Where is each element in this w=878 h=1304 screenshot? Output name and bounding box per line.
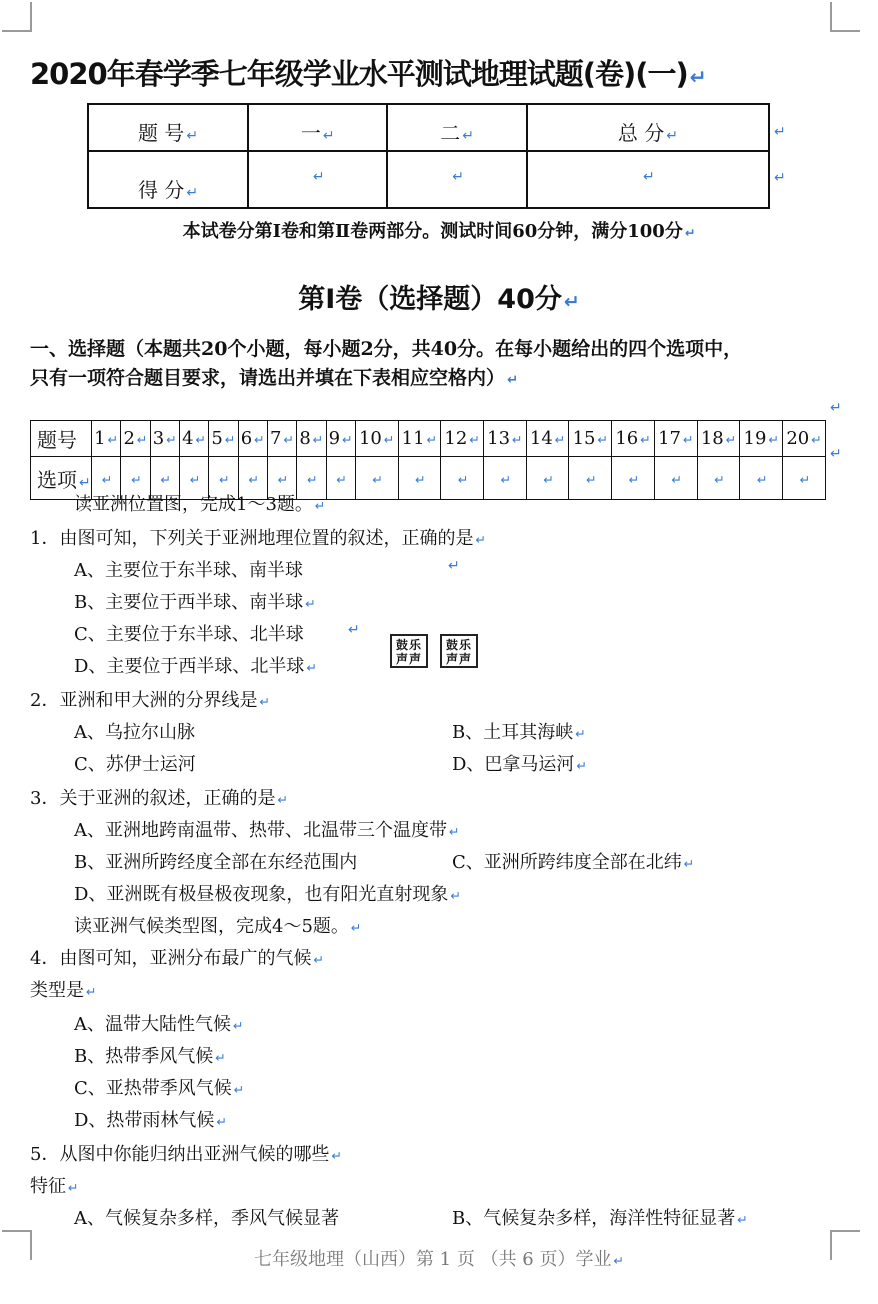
reading-prompt-2: 读亚洲气候类型图，完成4～5题。 ↵ xyxy=(74,916,362,937)
answer-number-cell: 15 ↵ xyxy=(569,421,612,457)
section-heading: 一、选择题（本题共20个小题，每小题2分，共40分。在每小题给出的四个选项中， xyxy=(30,338,743,360)
answer-option-cell[interactable] xyxy=(612,457,655,500)
question-3-option-d: D、亚洲既有极昼极夜现象，也有阳光直射现象 ↵ xyxy=(74,884,461,905)
answer-number-cell: 5 ↵ xyxy=(209,421,238,457)
paragraph-mark-icon: ↵ xyxy=(448,558,460,574)
question-5-stem-cont: 特征 ↵ xyxy=(30,1176,79,1197)
answer-option-cell[interactable] xyxy=(441,457,484,500)
paragraph-mark-icon: ↵ xyxy=(372,471,383,487)
paragraph-mark-icon: ↵ xyxy=(714,471,725,487)
crop-mark-top-right xyxy=(830,2,860,32)
question-2-option-d: D、巴拿马运河 ↵ xyxy=(452,754,587,775)
exam-instructions: 本试卷分第Ⅰ卷和第Ⅱ卷两部分。测试时间60分钟，满分100分 ↵ xyxy=(182,221,696,242)
answer-option-cell[interactable] xyxy=(740,457,783,500)
answer-number-cell: 11 ↵ xyxy=(398,421,441,457)
paragraph-mark-icon: ↵ xyxy=(136,432,148,447)
answer-number-cell: 1 ↵ xyxy=(92,421,121,457)
answer-number-row xyxy=(31,421,826,457)
answer-number-cell: 6 ↵ xyxy=(238,421,267,457)
answer-number-cell: 8 ↵ xyxy=(297,421,326,457)
paragraph-mark-icon: ↵ xyxy=(426,432,438,447)
paragraph-mark-icon: ↵ xyxy=(725,432,737,447)
paragraph-mark-icon: ↵ xyxy=(248,471,259,487)
paragraph-mark-icon: ↵ xyxy=(512,432,523,447)
score-input-total[interactable]: ↵ xyxy=(527,151,769,208)
paragraph-mark-icon: ↵ xyxy=(342,432,353,447)
answer-option-cell[interactable] xyxy=(569,457,612,500)
paragraph-mark-icon: ↵ xyxy=(774,170,786,186)
paragraph-mark-icon: ↵ xyxy=(131,471,142,487)
paragraph-mark-icon: ↵ xyxy=(195,432,207,447)
score-table-score-row xyxy=(88,151,769,208)
question-5-option-b: B、气候复杂多样，海洋性特征显著 ↵ xyxy=(452,1208,748,1229)
answer-number-cell: 7 ↵ xyxy=(267,421,296,457)
answer-number-cell: 16 ↵ xyxy=(612,421,655,457)
answer-number-cell: 9 ↵ xyxy=(326,421,355,457)
paragraph-mark-icon: ↵ xyxy=(500,471,512,487)
paragraph-mark-icon: ↵ xyxy=(307,471,318,487)
page-footer: 七年级地理（山西）第 1 页 （共 6 页）学业 ↵ xyxy=(253,1249,625,1270)
answer-option-cell[interactable] xyxy=(398,457,441,500)
paragraph-mark-icon: ↵ xyxy=(774,124,786,140)
answer-option-cell[interactable] xyxy=(697,457,740,500)
question-4-option-c: C、亚热带季风气候 ↵ xyxy=(74,1078,245,1099)
crop-mark-top-left xyxy=(2,2,32,32)
answer-option-cell[interactable] xyxy=(526,457,569,500)
paragraph-mark-icon: ↵ xyxy=(383,432,395,447)
paragraph-mark-icon: ↵ xyxy=(757,471,768,487)
paragraph-mark-icon: ↵ xyxy=(254,432,265,447)
paragraph-mark-icon: ↵ xyxy=(224,432,236,447)
question-2-option-a: A、乌拉尔山脉 xyxy=(74,722,195,743)
question-4-option-d: D、热带雨林气候 ↵ xyxy=(74,1110,227,1131)
paragraph-mark-icon: ↵ xyxy=(689,65,706,89)
question-3-stem: 3．关于亚洲的叙述，正确的是 ↵ xyxy=(30,788,289,809)
question-2-option-c: C、苏伊士运河 xyxy=(74,754,196,775)
question-3-option-b: B、亚洲所跨经度全部在东经范围内 xyxy=(74,852,358,873)
question-2-option-b: B、土耳其海峡 ↵ xyxy=(452,722,586,743)
paragraph-mark-icon: ↵ xyxy=(457,471,469,487)
answer-number-cell: 2 ↵ xyxy=(121,421,150,457)
question-4-option-b: B、热带季风气候 ↵ xyxy=(74,1046,226,1067)
volume-title: 第Ⅰ卷（选择题）40分 ↵ xyxy=(298,284,580,315)
paragraph-mark-icon: ↵ xyxy=(768,432,780,447)
answer-option-cell[interactable] xyxy=(326,457,355,500)
reading-prompt-1: 读亚洲位置图，完成1～3题。 ↵ xyxy=(74,494,326,515)
paragraph-mark-icon: ↵ xyxy=(101,471,113,487)
paragraph-mark-icon: ↵ xyxy=(628,471,640,487)
paragraph-mark-icon: ↵ xyxy=(671,471,683,487)
paragraph-mark-icon: ↵ xyxy=(830,400,842,416)
answer-table xyxy=(30,420,826,500)
paragraph-mark-icon: ↵ xyxy=(543,471,554,487)
answer-row-label-option: 选项 ↵ xyxy=(31,457,92,500)
paragraph-mark-icon: ↵ xyxy=(107,432,119,447)
paragraph-mark-icon: ↵ xyxy=(811,432,822,447)
paragraph-mark-icon: ↵ xyxy=(554,432,566,447)
paragraph-mark-icon: ↵ xyxy=(469,432,480,447)
question-1-option-a: A、主要位于东半球、南半球 xyxy=(74,560,303,581)
stamp-seal: 鼓乐 声声 xyxy=(390,634,428,668)
question-2-stem: 2．亚洲和甲大洲的分界线是 ↵ xyxy=(30,690,271,711)
answer-number-cell: 12 ↵ xyxy=(441,421,484,457)
paragraph-mark-icon: ↵ xyxy=(597,432,609,447)
question-1-option-b: B、主要位于西半球、南半球 ↵ xyxy=(74,592,316,613)
paragraph-mark-icon: ↵ xyxy=(189,471,201,487)
score-input-part-2[interactable]: ↵ xyxy=(387,151,526,208)
answer-number-cell: 17 ↵ xyxy=(654,421,697,457)
paragraph-mark-icon: ↵ xyxy=(640,432,651,447)
paragraph-mark-icon: ↵ xyxy=(336,471,347,487)
answer-number-cell: 18 ↵ xyxy=(697,421,740,457)
paragraph-mark-icon: ↵ xyxy=(312,432,324,447)
answer-number-cell: 20 ↵ xyxy=(783,421,826,457)
stamp-seal: 鼓乐 声声 xyxy=(440,634,478,668)
answer-number-cell: 3 ↵ xyxy=(150,421,179,457)
score-cell-part-1: 一 ↵ xyxy=(248,104,387,151)
score-cell-part-2: 二 ↵ xyxy=(387,104,526,151)
paragraph-mark-icon: ↵ xyxy=(277,471,289,487)
question-1-stem: 1．由图可知，下列关于亚洲地理位置的叙述，正确的是 ↵ xyxy=(30,528,487,549)
paragraph-mark-icon: ↵ xyxy=(283,432,295,447)
question-4-stem-cont: 类型是 ↵ xyxy=(30,980,97,1001)
answer-option-cell[interactable] xyxy=(654,457,697,500)
score-row-label: 得 分 ↵ xyxy=(88,151,248,208)
paragraph-mark-icon: ↵ xyxy=(348,622,360,638)
page-title: 2020年春学季七年级学业水平测试地理试题(卷)(一)↵ xyxy=(30,57,706,91)
paragraph-mark-icon: ↵ xyxy=(830,446,842,462)
paragraph-mark-icon: ↵ xyxy=(166,432,177,447)
answer-number-cell: 4 ↵ xyxy=(179,421,208,457)
paragraph-mark-icon: ↵ xyxy=(160,471,172,487)
paragraph-mark-icon: ↵ xyxy=(219,471,230,487)
answer-option-cell[interactable] xyxy=(783,457,826,500)
answer-option-cell[interactable] xyxy=(355,457,398,500)
section-heading-cont: 只有一项符合题目要求，请选出并填在下表相应空格内） ↵ xyxy=(30,367,519,389)
paragraph-mark-icon: ↵ xyxy=(586,471,597,487)
paragraph-mark-icon: ↵ xyxy=(682,432,694,447)
score-table xyxy=(87,103,770,209)
question-4-option-a: A、温带大陆性气候 ↵ xyxy=(74,1014,244,1035)
question-5-option-a: A、气候复杂多样，季风气候显著 xyxy=(74,1208,339,1229)
answer-number-cell: 14 ↵ xyxy=(526,421,569,457)
answer-number-cell: 10 ↵ xyxy=(355,421,398,457)
answer-option-cell[interactable] xyxy=(484,457,527,500)
score-table-header-row xyxy=(88,104,769,151)
score-cell-label: 题 号 ↵ xyxy=(88,104,248,151)
paragraph-mark-icon: ↵ xyxy=(799,471,811,487)
question-4-stem: 4．由图可知，亚洲分布最广的气候 ↵ xyxy=(30,948,325,969)
answer-number-cell: 19 ↵ xyxy=(740,421,783,457)
question-5-stem: 5．从图中你能归纳出亚洲气候的哪些 ↵ xyxy=(30,1144,343,1165)
paragraph-mark-icon: ↵ xyxy=(415,471,426,487)
answer-number-cell: 13 ↵ xyxy=(484,421,527,457)
score-cell-total: 总 分 ↵ xyxy=(527,104,769,151)
question-1-option-c: C、主要位于东半球、北半球 xyxy=(74,624,304,645)
question-3-option-c: C、亚洲所跨纬度全部在北纬 ↵ xyxy=(452,852,695,873)
answer-row-label-number: 题号 xyxy=(31,421,92,457)
score-input-part-1[interactable]: ↵ xyxy=(248,151,387,208)
question-1-option-d: D、主要位于西半球、北半球 ↵ xyxy=(74,656,317,677)
question-3-option-a: A、亚洲地跨南温带、热带、北温带三个温度带 ↵ xyxy=(74,820,460,841)
